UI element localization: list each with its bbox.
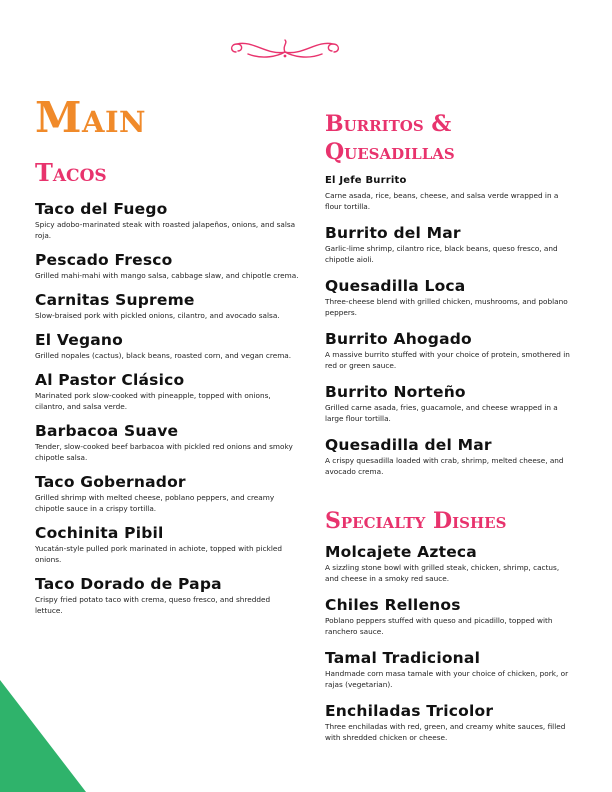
item-description: Grilled mahi-mahi with mango salsa, cabbage slaw, and chipotle crema. <box>35 271 299 280</box>
menu-item <box>35 473 300 514</box>
menu-item <box>325 174 575 212</box>
item-name: Tamal Tradicional <box>325 649 481 667</box>
item-name: Quesadilla del Mar <box>325 436 492 454</box>
flourish-ornament-icon <box>228 38 342 64</box>
item-name: Chiles Rellenos <box>325 596 461 614</box>
menu-item <box>35 371 300 412</box>
item-description: Grilled shrimp with melted cheese, poblano peppers, and creamy chipotle sauce in a crispy tortilla. <box>35 493 275 513</box>
menu-item <box>35 251 300 281</box>
menu-item <box>325 543 575 584</box>
menu-item <box>325 277 575 318</box>
right-column <box>325 110 575 755</box>
item-description: Marinated pork slow-cooked with pineapple, topped with onions, cilantro, and salsa verde. <box>35 391 271 411</box>
item-description: A massive burrito stuffed with your choice of protein, smothered in red or green sauce. <box>325 350 570 370</box>
item-description: Three-cheese blend with grilled chicken, mushrooms, and poblano peppers. <box>325 297 568 317</box>
item-description: Slow-braised pork with pickled onions, cilantro, and avocado salsa. <box>35 311 280 320</box>
menu-item <box>325 330 575 371</box>
item-name: Molcajete Azteca <box>325 543 477 561</box>
item-name: Taco Dorado de Papa <box>35 575 222 593</box>
item-description: A sizzling stone bowl with grilled steak, chicken, shrimp, cactus, and cheese in a smoky red sauce. <box>325 563 560 583</box>
item-description: Spicy adobo-marinated steak with roasted jalapeños, onions, and salsa roja. <box>35 220 296 240</box>
left-column <box>35 95 300 626</box>
item-description: Handmade corn masa tamale with your choice of chicken, pork, or rajas (vegetarian). <box>325 669 569 689</box>
item-description: Tender, slow-cooked beef barbacoa with pickled red onions and smoky chipotle salsa. <box>35 442 293 462</box>
item-name: Taco del Fuego <box>35 200 168 218</box>
burritos-section-title: Burritos & Quesadillas <box>325 111 455 165</box>
menu-item <box>35 331 300 361</box>
item-description: Crispy fried potato taco with crema, queso fresco, and shredded lettuce. <box>35 595 271 615</box>
item-description: Carne asada, rice, beans, cheese, and salsa verde wrapped in a flour tortilla. <box>325 191 559 211</box>
menu-item <box>325 224 575 265</box>
page-title: Main <box>35 93 147 142</box>
menu-item <box>35 291 300 321</box>
green-triangle-corner <box>0 680 86 792</box>
menu-item <box>325 383 575 424</box>
item-name: Carnitas Supreme <box>35 291 195 309</box>
item-name: El Vegano <box>35 331 123 349</box>
item-name: Burrito del Mar <box>325 224 461 242</box>
item-description: Garlic-lime shrimp, cilantro rice, black beans, queso fresco, and chipotle aioli. <box>325 244 558 264</box>
menu-item <box>35 200 300 241</box>
item-name: Al Pastor Clásico <box>35 371 185 389</box>
item-description: A crispy quesadilla loaded with crab, shrimp, melted cheese, and avocado crema. <box>325 456 564 476</box>
menu-item <box>325 702 575 743</box>
specialty-section-title: Specialty Dishes <box>325 508 507 534</box>
item-description: Grilled carne asada, fries, guacamole, and cheese wrapped in a large flour tortilla. <box>325 403 558 423</box>
item-description: Yucatán-style pulled pork marinated in achiote, topped with pickled onions. <box>35 544 282 564</box>
item-name: El Jefe Burrito <box>325 175 407 186</box>
item-name: Pescado Fresco <box>35 251 173 269</box>
menu-item <box>35 524 300 565</box>
menu-item <box>325 596 575 637</box>
menu-item <box>325 649 575 690</box>
item-name: Taco Gobernador <box>35 473 186 491</box>
item-description: Poblano peppers stuffed with queso and picadillo, topped with ranchero sauce. <box>325 616 553 636</box>
item-description: Grilled nopales (cactus), black beans, roasted corn, and vegan crema. <box>35 351 292 360</box>
item-name: Quesadilla Loca <box>325 277 466 295</box>
menu-item <box>35 575 300 616</box>
item-name: Enchiladas Tricolor <box>325 702 494 720</box>
item-name: Barbacoa Suave <box>35 422 179 440</box>
item-name: Burrito Norteño <box>325 383 466 401</box>
menu-item <box>325 436 575 477</box>
item-description: Three enchiladas with red, green, and creamy white sauces, filled with shredded chicken or cheese. <box>325 722 566 742</box>
item-name: Cochinita Pibil <box>35 524 164 542</box>
tacos-section-title: Tacos <box>35 158 107 187</box>
menu-item <box>35 422 300 463</box>
item-name: Burrito Ahogado <box>325 330 472 348</box>
